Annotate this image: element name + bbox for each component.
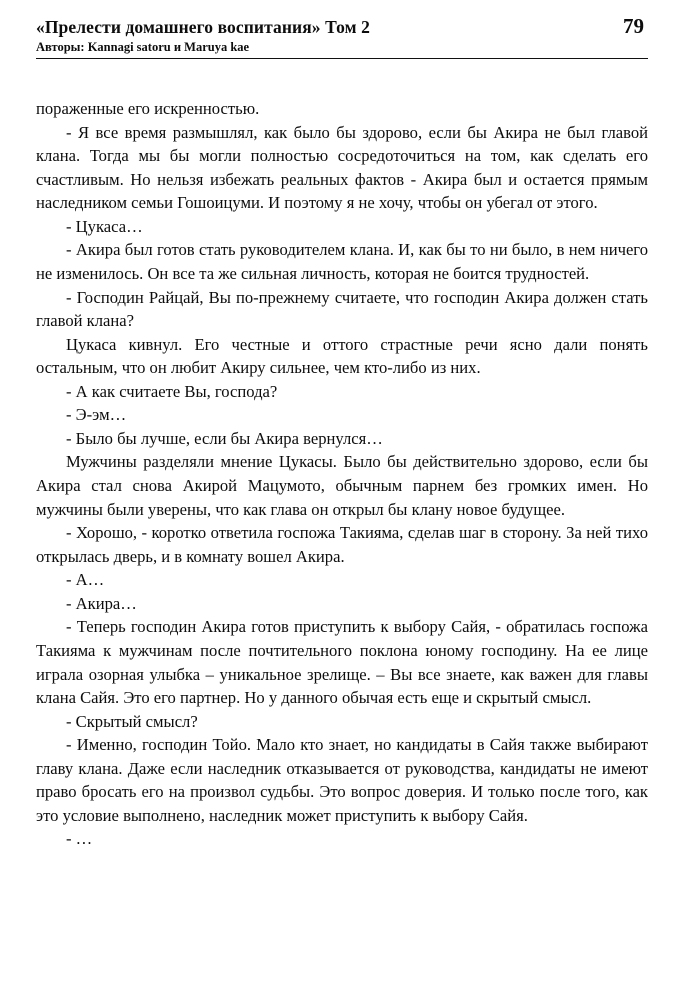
paragraph: - Акира был готов стать руководителем клана. И, как бы то ни было, в нем ничего не изменилось. Он все та же сильная личность, которая не боится трудностей. bbox=[36, 240, 648, 283]
paragraph: - Я все время размышлял, как было бы здорово, если бы Акира не был главой клана. Тогда мы бы могли полностью сосредоточиться на том, как сделать его счастливым. Но нельзя избежать реальных фактов - Акира был и остается прямым наследником семьи Гошоицуми. И поэтому я не хочу, чтобы он убегал от этого. bbox=[36, 122, 648, 213]
paragraph: - … bbox=[66, 829, 93, 849]
paragraph: - Цукаса… bbox=[66, 216, 143, 236]
page-number: 79 bbox=[623, 14, 644, 38]
body-text bbox=[36, 97, 648, 851]
page-header bbox=[36, 14, 648, 59]
paragraph: Мужчины разделяли мнение Цукасы. Было бы действительно здорово, если бы Акира стал снова Акирой Мацумото, обычным парнем без громких имен. Но мужчины были уверены, что как глава он открыл бы клану новое будущее. bbox=[36, 452, 648, 519]
paragraph: - Э-эм… bbox=[66, 405, 127, 425]
paragraph: - А… bbox=[66, 570, 105, 590]
paragraph: - А как считаете Вы, господа? bbox=[66, 381, 278, 401]
book-title: «Прелести домашнего воспитания» Том 2 bbox=[36, 17, 370, 37]
paragraph: - Господин Райцай, Вы по-прежнему считаете, что господин Акира должен стать главой клана? bbox=[36, 287, 648, 331]
paragraph: - Именно, господин Тойо. Мало кто знает, но кандидаты в Сайя также выбирают главу клана. Даже если наследник отказывается от руководства, кандидаты не имеют право бросать его на произвол судьбы. Это вопрос доверия. И только после того, как это условие выполнено, наследник может приступить к выбору Сайя. bbox=[36, 735, 648, 825]
authors-line: Авторы: Kannagi satoru и Maruya kae bbox=[36, 40, 250, 54]
header-divider bbox=[36, 58, 648, 59]
paragraph: - Было бы лучше, если бы Акира вернулся… bbox=[66, 428, 383, 448]
paragraph: - Хорошо, - коротко ответила госпожа Такияма, сделав шаг в сторону. За ней тихо открылась дверь, и в комнату вошел Акира. bbox=[36, 523, 648, 566]
paragraph: - Скрытый смысл? bbox=[66, 711, 198, 731]
paragraph: пораженные его искренностью. bbox=[36, 99, 260, 118]
paragraph: - Акира… bbox=[66, 593, 137, 613]
header-title-row bbox=[36, 14, 648, 39]
paragraph: Цукаса кивнул. Его честные и оттого страстные речи ясно дали понять остальным, что он любит Акиру сильнее, чем кто-либо из них. bbox=[36, 334, 648, 378]
paragraph: - Теперь господин Акира готов приступить к выбору Сайя, - обратилась госпожа Такияма к мужчинам после почтительного поклона юному господину. На ее лице играла озорная улыбка – уникальное зрелище. – Вы все знаете, как важен для главы клана Сайя. Это его партнер. Но у данного обычая есть еще и скрытый смысл. bbox=[36, 617, 648, 708]
